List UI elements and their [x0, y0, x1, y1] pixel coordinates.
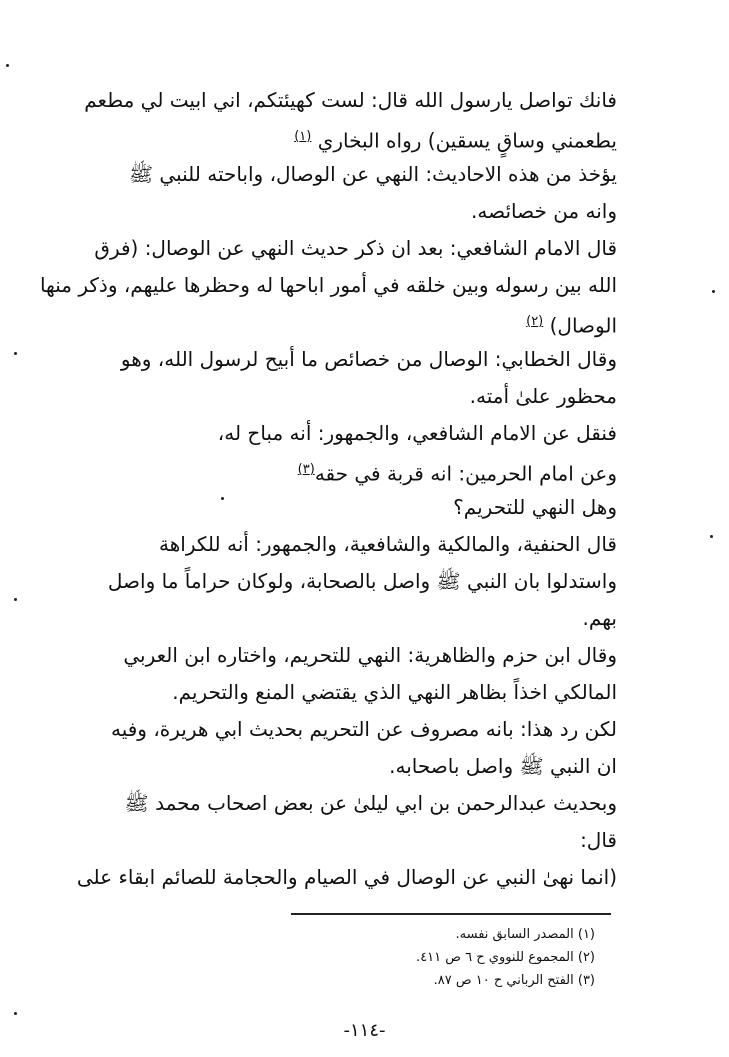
scan-speck: [14, 598, 17, 601]
text-line: وانه من خصائصه.: [471, 199, 617, 223]
scan-speck: [6, 64, 9, 67]
footnote-1: (١) المصدر السابق نفسه.: [455, 927, 595, 942]
text-line: ان النبي ﷺ واصل باصحابه.: [389, 754, 617, 778]
text-line: لكن رد هذا: بانه مصروف عن التحريم بحديث ابي هريرة، وفيه: [110, 717, 617, 741]
text-line: واستدلوا بان النبي ﷺ واصل بالصحابة، ولوكان حراماً ما واصل: [107, 569, 617, 593]
scan-speck: [710, 535, 713, 538]
text-line: وهل النهي للتحريم؟: [453, 495, 617, 519]
text-line: محظور علىٰ أمته.: [469, 384, 617, 408]
scan-speck: [712, 290, 715, 293]
text-line: قال الحنفية، والمالكية والشافعية، والجمهور: أنه للكراهة: [159, 532, 617, 556]
text-line-content: وعن امام الحرمين: انه قربة في حقه: [314, 461, 617, 486]
scan-speck: [14, 352, 17, 355]
text-line: [97, 122, 617, 152]
footnote-marker-1: (١): [294, 129, 312, 144]
text-line: وقال الخطابي: الوصال من خصائص ما أبيح لرسول الله، وهو: [120, 347, 617, 371]
footnote-3: (٣) الفتح الرباني ح ١٠ ص ٨٧.: [433, 973, 595, 988]
footnote-marker-3: (٣): [297, 462, 315, 477]
footnote-2: (٢) المجموع للنووي ح ٦ ص ٤١١.: [416, 950, 595, 965]
text-line: قال الامام الشافعي: بعد ان ذكر حديث النهي عن الوصال: (فرق: [94, 236, 617, 260]
text-line-content: يطعمني وساقٍ يسقين) رواه البخاري: [311, 128, 617, 153]
text-line: فانك تواصل يارسول الله قال: لست كهيئتكم، اني ابيت لي مطعم: [84, 88, 617, 112]
text-line: يؤخذ من هذه الاحاديث: النهي عن الوصال، واباحته للنبي ﷺ: [128, 162, 617, 186]
scan-speck: [221, 497, 224, 500]
text-line-content: الوصال): [543, 313, 617, 338]
text-line: الله بين رسوله وبين خلقه في أمور اباحها له وحظرها عليهم، وذكر منها: [39, 273, 617, 297]
text-line: بهم.: [582, 606, 617, 630]
text-line: [97, 455, 617, 485]
text-line: وبحديث عبدالرحمن بن ابي ليلىٰ عن بعض اصحاب محمد ﷺ: [124, 791, 617, 815]
text-line: قال:: [580, 828, 617, 852]
text-line: المالكي اخذاً بظاهر النهي الذي يقتضي المنع والتحريم.: [172, 680, 617, 704]
text-line: فنقل عن الامام الشافعي، والجمهور: أنه مباح له،: [217, 421, 617, 445]
text-line: [97, 307, 617, 337]
text-line: وقال ابن حزم والظاهرية: النهي للتحريم، واختاره ابن العربي: [123, 643, 617, 667]
text-line: (انما نهىٰ النبي عن الوصال في الصيام والحجامة للصائم ابقاء على: [76, 865, 617, 889]
page-number: -١١٤-: [343, 1020, 386, 1041]
scan-speck: [14, 1012, 17, 1015]
footnote-marker-2: (٢): [526, 314, 544, 329]
footnote-separator: [291, 913, 611, 915]
